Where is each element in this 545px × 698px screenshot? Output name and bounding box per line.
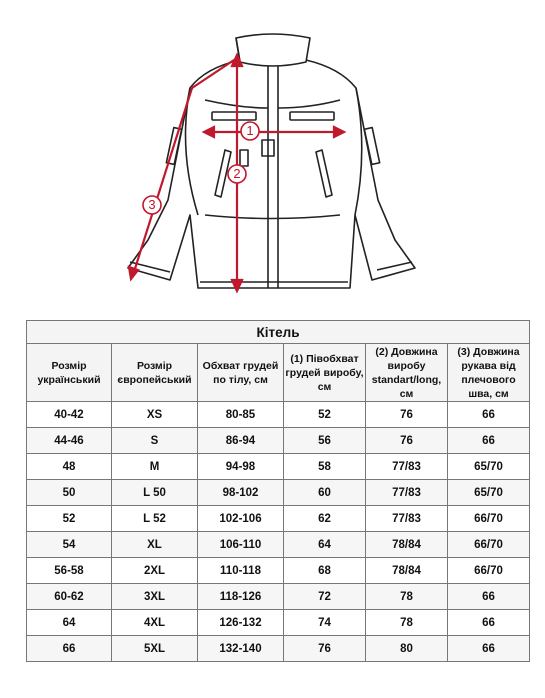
cell-half-chest: 64	[284, 532, 366, 558]
table-row	[27, 610, 530, 636]
table-row	[27, 428, 530, 454]
cell-length: 78/84	[366, 558, 448, 584]
cell-eu-size: L 52	[112, 506, 198, 532]
cell-chest-body: 98-102	[198, 480, 284, 506]
cell-chest-body: 94-98	[198, 454, 284, 480]
cell-chest-body: 86-94	[198, 428, 284, 454]
table-row	[27, 636, 530, 662]
cell-ukr-size: 40-42	[27, 402, 112, 428]
cell-half-chest: 62	[284, 506, 366, 532]
cell-half-chest: 52	[284, 402, 366, 428]
cell-length: 78	[366, 610, 448, 636]
cell-chest-body: 106-110	[198, 532, 284, 558]
cell-length: 77/83	[366, 454, 448, 480]
cell-half-chest: 72	[284, 584, 366, 610]
table-row	[27, 402, 530, 428]
table-row	[27, 558, 530, 584]
marker-1-label: 1	[246, 123, 254, 138]
jacket-measurement-diagram	[0, 0, 545, 305]
cell-ukr-size: 66	[27, 636, 112, 662]
cell-eu-size: S	[112, 428, 198, 454]
cell-ukr-size: 64	[27, 610, 112, 636]
size-table	[26, 320, 530, 662]
marker-3-label: 3	[148, 197, 156, 212]
cell-length: 78	[366, 584, 448, 610]
cell-chest-body: 132-140	[198, 636, 284, 662]
cell-sleeve: 66/70	[448, 558, 530, 584]
table-row	[27, 506, 530, 532]
cell-chest-body: 118-126	[198, 584, 284, 610]
cell-sleeve: 66	[448, 584, 530, 610]
header-ukr-size: Розмір український	[27, 344, 112, 402]
cell-sleeve: 66	[448, 428, 530, 454]
cell-chest-body: 110-118	[198, 558, 284, 584]
header-sleeve: (3) Довжина рукава від плечового шва, см	[448, 344, 530, 402]
cell-eu-size: 5XL	[112, 636, 198, 662]
cell-half-chest: 68	[284, 558, 366, 584]
cell-eu-size: 4XL	[112, 610, 198, 636]
cell-length: 77/83	[366, 506, 448, 532]
table-title: Кітель	[27, 321, 530, 344]
table-row	[27, 532, 530, 558]
cell-eu-size: 2XL	[112, 558, 198, 584]
cell-half-chest: 60	[284, 480, 366, 506]
cell-half-chest: 76	[284, 636, 366, 662]
cell-ukr-size: 56-58	[27, 558, 112, 584]
cell-ukr-size: 52	[27, 506, 112, 532]
cell-sleeve: 66	[448, 636, 530, 662]
jacket-outline	[0, 0, 545, 305]
cell-sleeve: 66	[448, 402, 530, 428]
table-row	[27, 584, 530, 610]
cell-sleeve: 66/70	[448, 532, 530, 558]
header-length: (2) Довжина виробу standart/long, см	[366, 344, 448, 402]
cell-half-chest: 58	[284, 454, 366, 480]
cell-eu-size: XS	[112, 402, 198, 428]
cell-chest-body: 126-132	[198, 610, 284, 636]
cell-chest-body: 80-85	[198, 402, 284, 428]
header-chest-body: Обхват грудей по тілу, см	[198, 344, 284, 402]
cell-eu-size: M	[112, 454, 198, 480]
cell-chest-body: 102-106	[198, 506, 284, 532]
cell-sleeve: 66	[448, 610, 530, 636]
cell-length: 76	[366, 428, 448, 454]
header-half-chest: (1) Півобхват грудей виробу, см	[284, 344, 366, 402]
header-eu-size: Розмір європейський	[112, 344, 198, 402]
cell-sleeve: 66/70	[448, 506, 530, 532]
cell-ukr-size: 44-46	[27, 428, 112, 454]
header-row	[27, 344, 530, 402]
cell-length: 80	[366, 636, 448, 662]
cell-ukr-size: 54	[27, 532, 112, 558]
cell-eu-size: 3XL	[112, 584, 198, 610]
table-row	[27, 480, 530, 506]
cell-length: 76	[366, 402, 448, 428]
cell-half-chest: 74	[284, 610, 366, 636]
cell-ukr-size: 60-62	[27, 584, 112, 610]
cell-half-chest: 56	[284, 428, 366, 454]
cell-sleeve: 65/70	[448, 480, 530, 506]
cell-length: 78/84	[366, 532, 448, 558]
cell-ukr-size: 50	[27, 480, 112, 506]
cell-sleeve: 65/70	[448, 454, 530, 480]
cell-eu-size: XL	[112, 532, 198, 558]
table-row	[27, 454, 530, 480]
cell-length: 77/83	[366, 480, 448, 506]
cell-ukr-size: 48	[27, 454, 112, 480]
cell-eu-size: L 50	[112, 480, 198, 506]
marker-2-label: 2	[233, 166, 241, 181]
